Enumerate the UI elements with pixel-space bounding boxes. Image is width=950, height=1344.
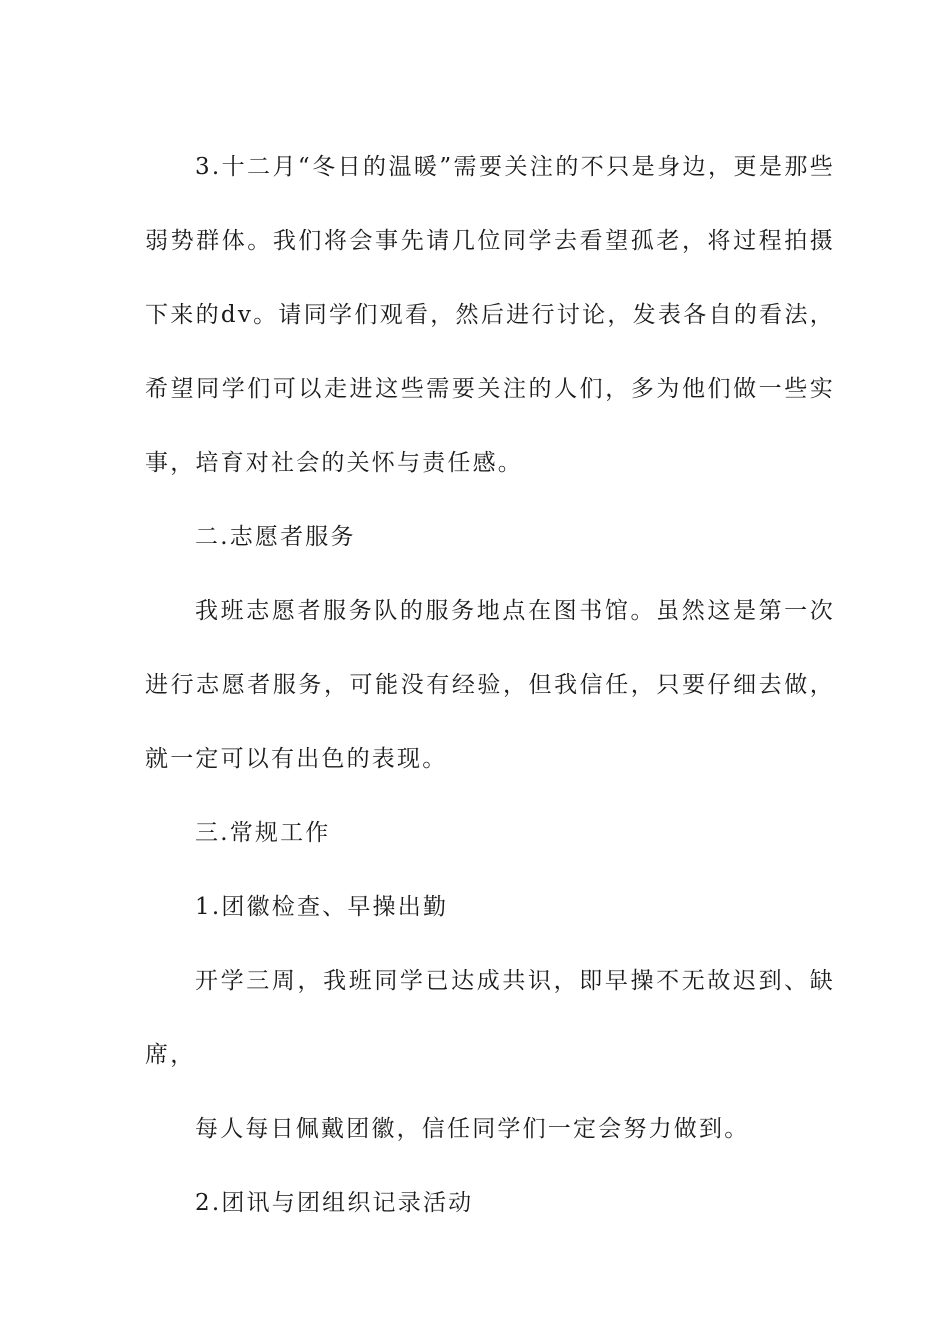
paragraph-morning-exercise: 开学三周，我班同学已达成共识，即早操不无故迟到、缺席， [145,968,835,1068]
heading-routine-work: 三.常规工作 [195,820,331,846]
subheading-league-news: 2.团讯与团组织记录活动 [195,1190,474,1216]
document-body [145,130,835,1240]
heading-volunteer-service: 二.志愿者服务 [195,524,356,550]
subheading-badge-check: 1.团徽检查、早操出勤 [195,894,449,920]
paragraph-wear-badge: 每人每日佩戴团徽，信任同学们一定会努力做到。 [195,1116,750,1142]
paragraph-volunteer-service: 我班志愿者服务队的服务地点在图书馆。虽然这是第一次进行志愿者服务，可能没有经验，但我信任，只要仔细去做，就一定可以有出色的表现。 [145,598,835,772]
paragraph-winter-warmth: 3.十二月“冬日的温暖”需要关注的不只是身边，更是那些弱势群体。我们将会事先请几位同学去看望孤老，将过程拍摄下来的dv。请同学们观看，然后进行讨论，发表各自的看法，希望同学们可以走进这些需要关注的人们，多为他们做一些实事，培育对社会的关怀与责任感。 [145,154,835,476]
